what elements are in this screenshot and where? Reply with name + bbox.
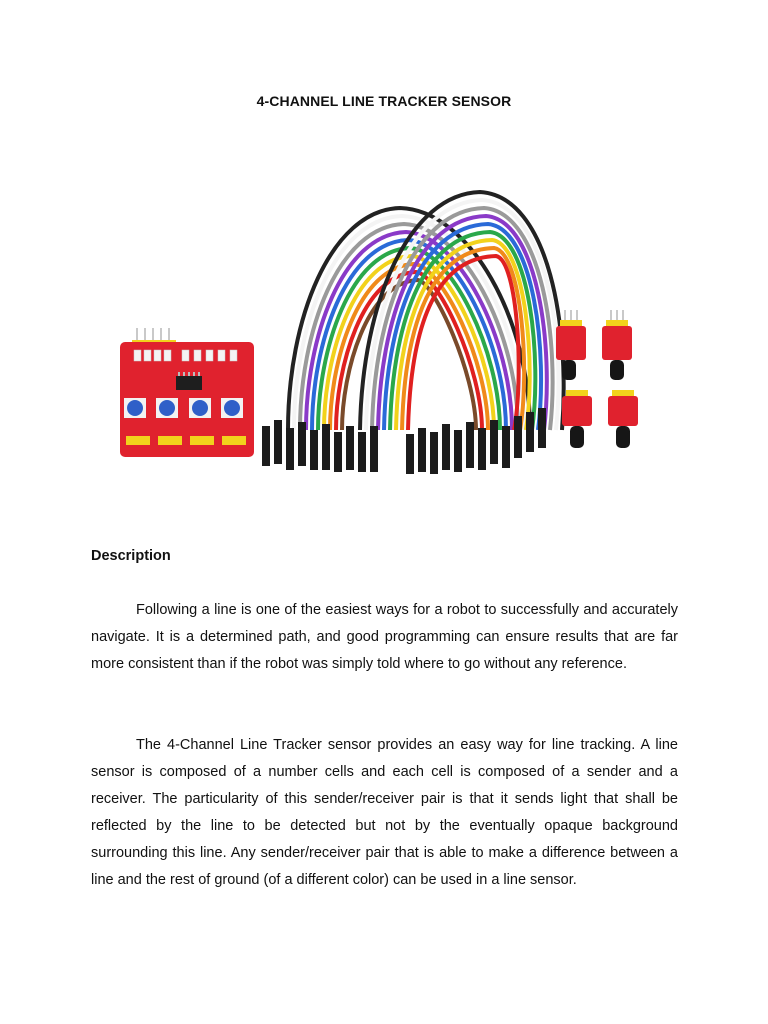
sensor-probes-image: [556, 310, 638, 448]
description-paragraph: Following a line is one of the easiest ways for a robot to successfully and accurately navigate. It is a determined path, and good programming can ensure results that are far more consistent than if the robot was simply told where to go without any reference.: [91, 602, 678, 672]
sensor-kit-illustration: [110, 180, 690, 490]
section-heading-description: Description: [91, 548, 171, 564]
tracker-board-image: [120, 328, 254, 457]
description-paragraph: The 4-Channel Line Tracker sensor provides an easy way for line tracking. A line sensor is composed of a number cells and each cell is composed of a sender and a receiver. The particularity of this sender/receiver pair is that it sends light that shall be reflected by the line to be detected but not by the eventually opaque background surrounding this line. Any sender/receiver pair that is able to make a difference between a line and the rest of ground (of a different color) can be used in a line sensor.: [91, 737, 678, 888]
product-photo: [110, 180, 690, 490]
page-title: 4-CHANNEL LINE TRACKER SENSOR: [256, 93, 512, 109]
jumper-wires-image: [288, 192, 564, 430]
